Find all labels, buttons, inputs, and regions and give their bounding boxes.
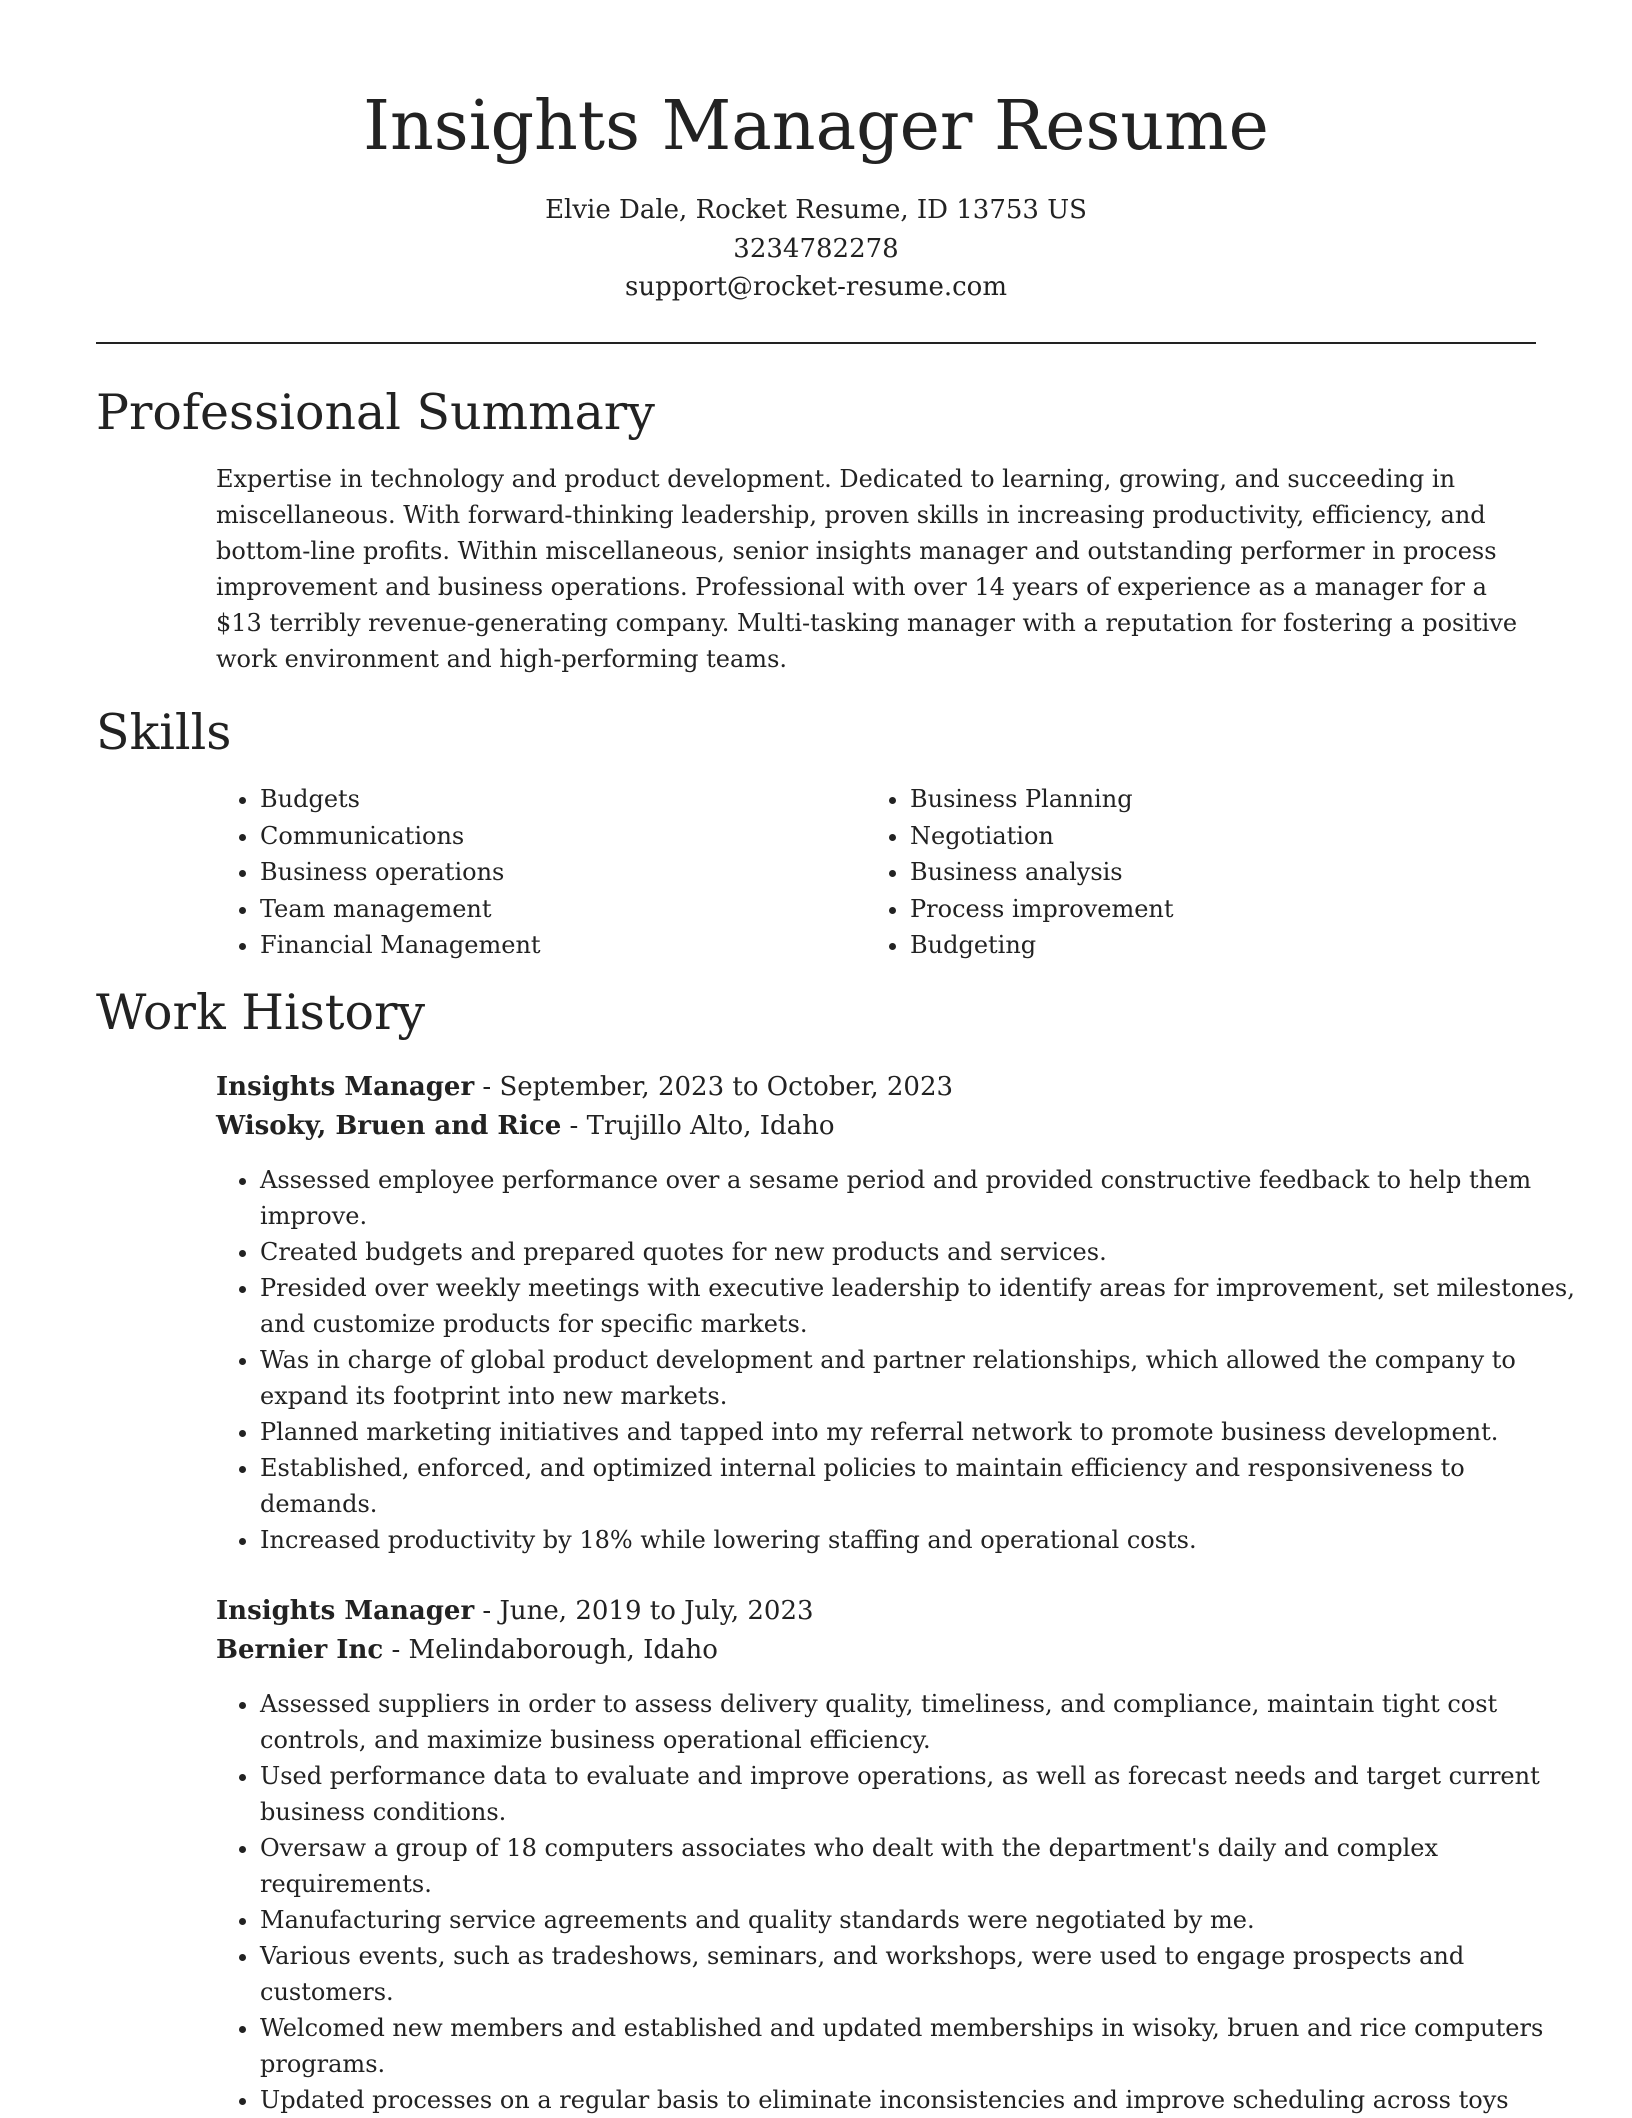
- job-dates: - September, 2023 to October, 2023: [474, 1072, 954, 1102]
- job-bullet: • Updated processes on a regular basis to eliminate inconsistencies and improve scheduling across toys: [260, 2082, 1580, 2118]
- header-divider: [96, 342, 1536, 344]
- job-bullet: • Manufacturing service agreements and quality standards were negotiated by me.: [260, 1902, 1580, 1938]
- job-bullet: • Planned marketing initiatives and tapped into my referral network to promote business development.: [260, 1414, 1580, 1450]
- skills-heading: Skills: [96, 704, 232, 761]
- skill-item: • Budgeting: [910, 927, 1510, 964]
- job-bullet: • Created budgets and prepared quotes for new products and services.: [260, 1234, 1580, 1270]
- job-bullets: [216, 1686, 1580, 2118]
- contact-address: Elvie Dale, Rocket Resume, ID 13753 US: [545, 195, 1087, 225]
- job-bullet: • Welcomed new members and established and updated memberships in wisoky, bruen and rice computers programs.: [260, 2010, 1580, 2082]
- skill-item: • Business operations: [260, 854, 860, 891]
- skills-list-right: [866, 781, 1510, 964]
- skill-item: • Business analysis: [910, 854, 1510, 891]
- summary-text: Expertise in technology and product development. Dedicated to learning, growing, and succeeding in miscellaneous. With forward-thinking leadership, proven skills in increasing productivity, efficiency, and bottom-line profits. Within miscellaneous, senior insights manager and outstanding performer in process improvement and business operations. Professional with over 14 years of experience as a manager for a $13 terribly revenue-generating company. Multi-tasking manager with a reputation for fostering a positive work environment and high-performing teams.: [216, 465, 1518, 673]
- job-bullet: • Was in charge of global product development and partner relationships, which allowed the company to expand its footprint into new markets.: [260, 1342, 1580, 1414]
- summary-heading: Professional Summary: [96, 384, 655, 441]
- skill-item: • Process improvement: [910, 891, 1510, 928]
- job-company-line: [216, 1631, 718, 1669]
- skill-item: • Team management: [260, 891, 860, 928]
- job-bullet: • Established, enforced, and optimized internal policies to maintain efficiency and responsiveness to demands.: [260, 1450, 1580, 1522]
- job-bullet: • Used performance data to evaluate and improve operations, as well as forecast needs and target current business conditions.: [260, 1758, 1580, 1830]
- job-title-line: [216, 1592, 814, 1630]
- skill-item: • Negotiation: [910, 818, 1510, 855]
- job-company: Wisoky, Bruen and Rice: [216, 1111, 562, 1141]
- resume-title: Insights Manager Resume: [363, 87, 1269, 166]
- job-location: - Melindaborough, Idaho: [383, 1635, 718, 1665]
- job-dates: - June, 2019 to July, 2023: [474, 1596, 814, 1626]
- job-bullet: • Presided over weekly meetings with executive leadership to identify areas for improvement, set milestones, and customize products for specific markets.: [260, 1270, 1580, 1342]
- contact-email: support@rocket-resume.com: [624, 272, 1007, 302]
- skill-item: • Budgets: [260, 781, 860, 818]
- job-bullet: • Increased productivity by 18% while lowering staffing and operational costs.: [260, 1522, 1580, 1558]
- skill-item: • Business Planning: [910, 781, 1510, 818]
- job-location: - Trujillo Alto, Idaho: [561, 1111, 835, 1141]
- job-bullet: • Various events, such as tradeshows, seminars, and workshops, were used to engage prospects and customers.: [260, 1938, 1580, 2010]
- job-bullet: • Assessed suppliers in order to assess delivery quality, timeliness, and compliance, maintain tight cost controls, and maximize business operational efficiency.: [260, 1686, 1580, 1758]
- job-company-line: [216, 1107, 835, 1145]
- work-history-heading: Work History: [96, 984, 426, 1041]
- contact-phone: 3234782278: [733, 233, 899, 264]
- skill-item: • Financial Management: [260, 927, 860, 964]
- skills-list-left: [216, 781, 860, 964]
- skill-item: • Communications: [260, 818, 860, 855]
- job-company: Bernier Inc: [216, 1635, 384, 1665]
- job-title-line: [216, 1068, 953, 1106]
- job-bullets: [216, 1162, 1580, 1558]
- contact-block: [0, 191, 1632, 307]
- job-bullet: • Oversaw a group of 18 computers associates who dealt with the department's daily and complex requirements.: [260, 1830, 1580, 1902]
- job-title: Insights Manager: [216, 1596, 475, 1626]
- job-title: Insights Manager: [216, 1072, 475, 1102]
- job-bullet: • Assessed employee performance over a sesame period and provided constructive feedback to help them improve.: [260, 1162, 1580, 1234]
